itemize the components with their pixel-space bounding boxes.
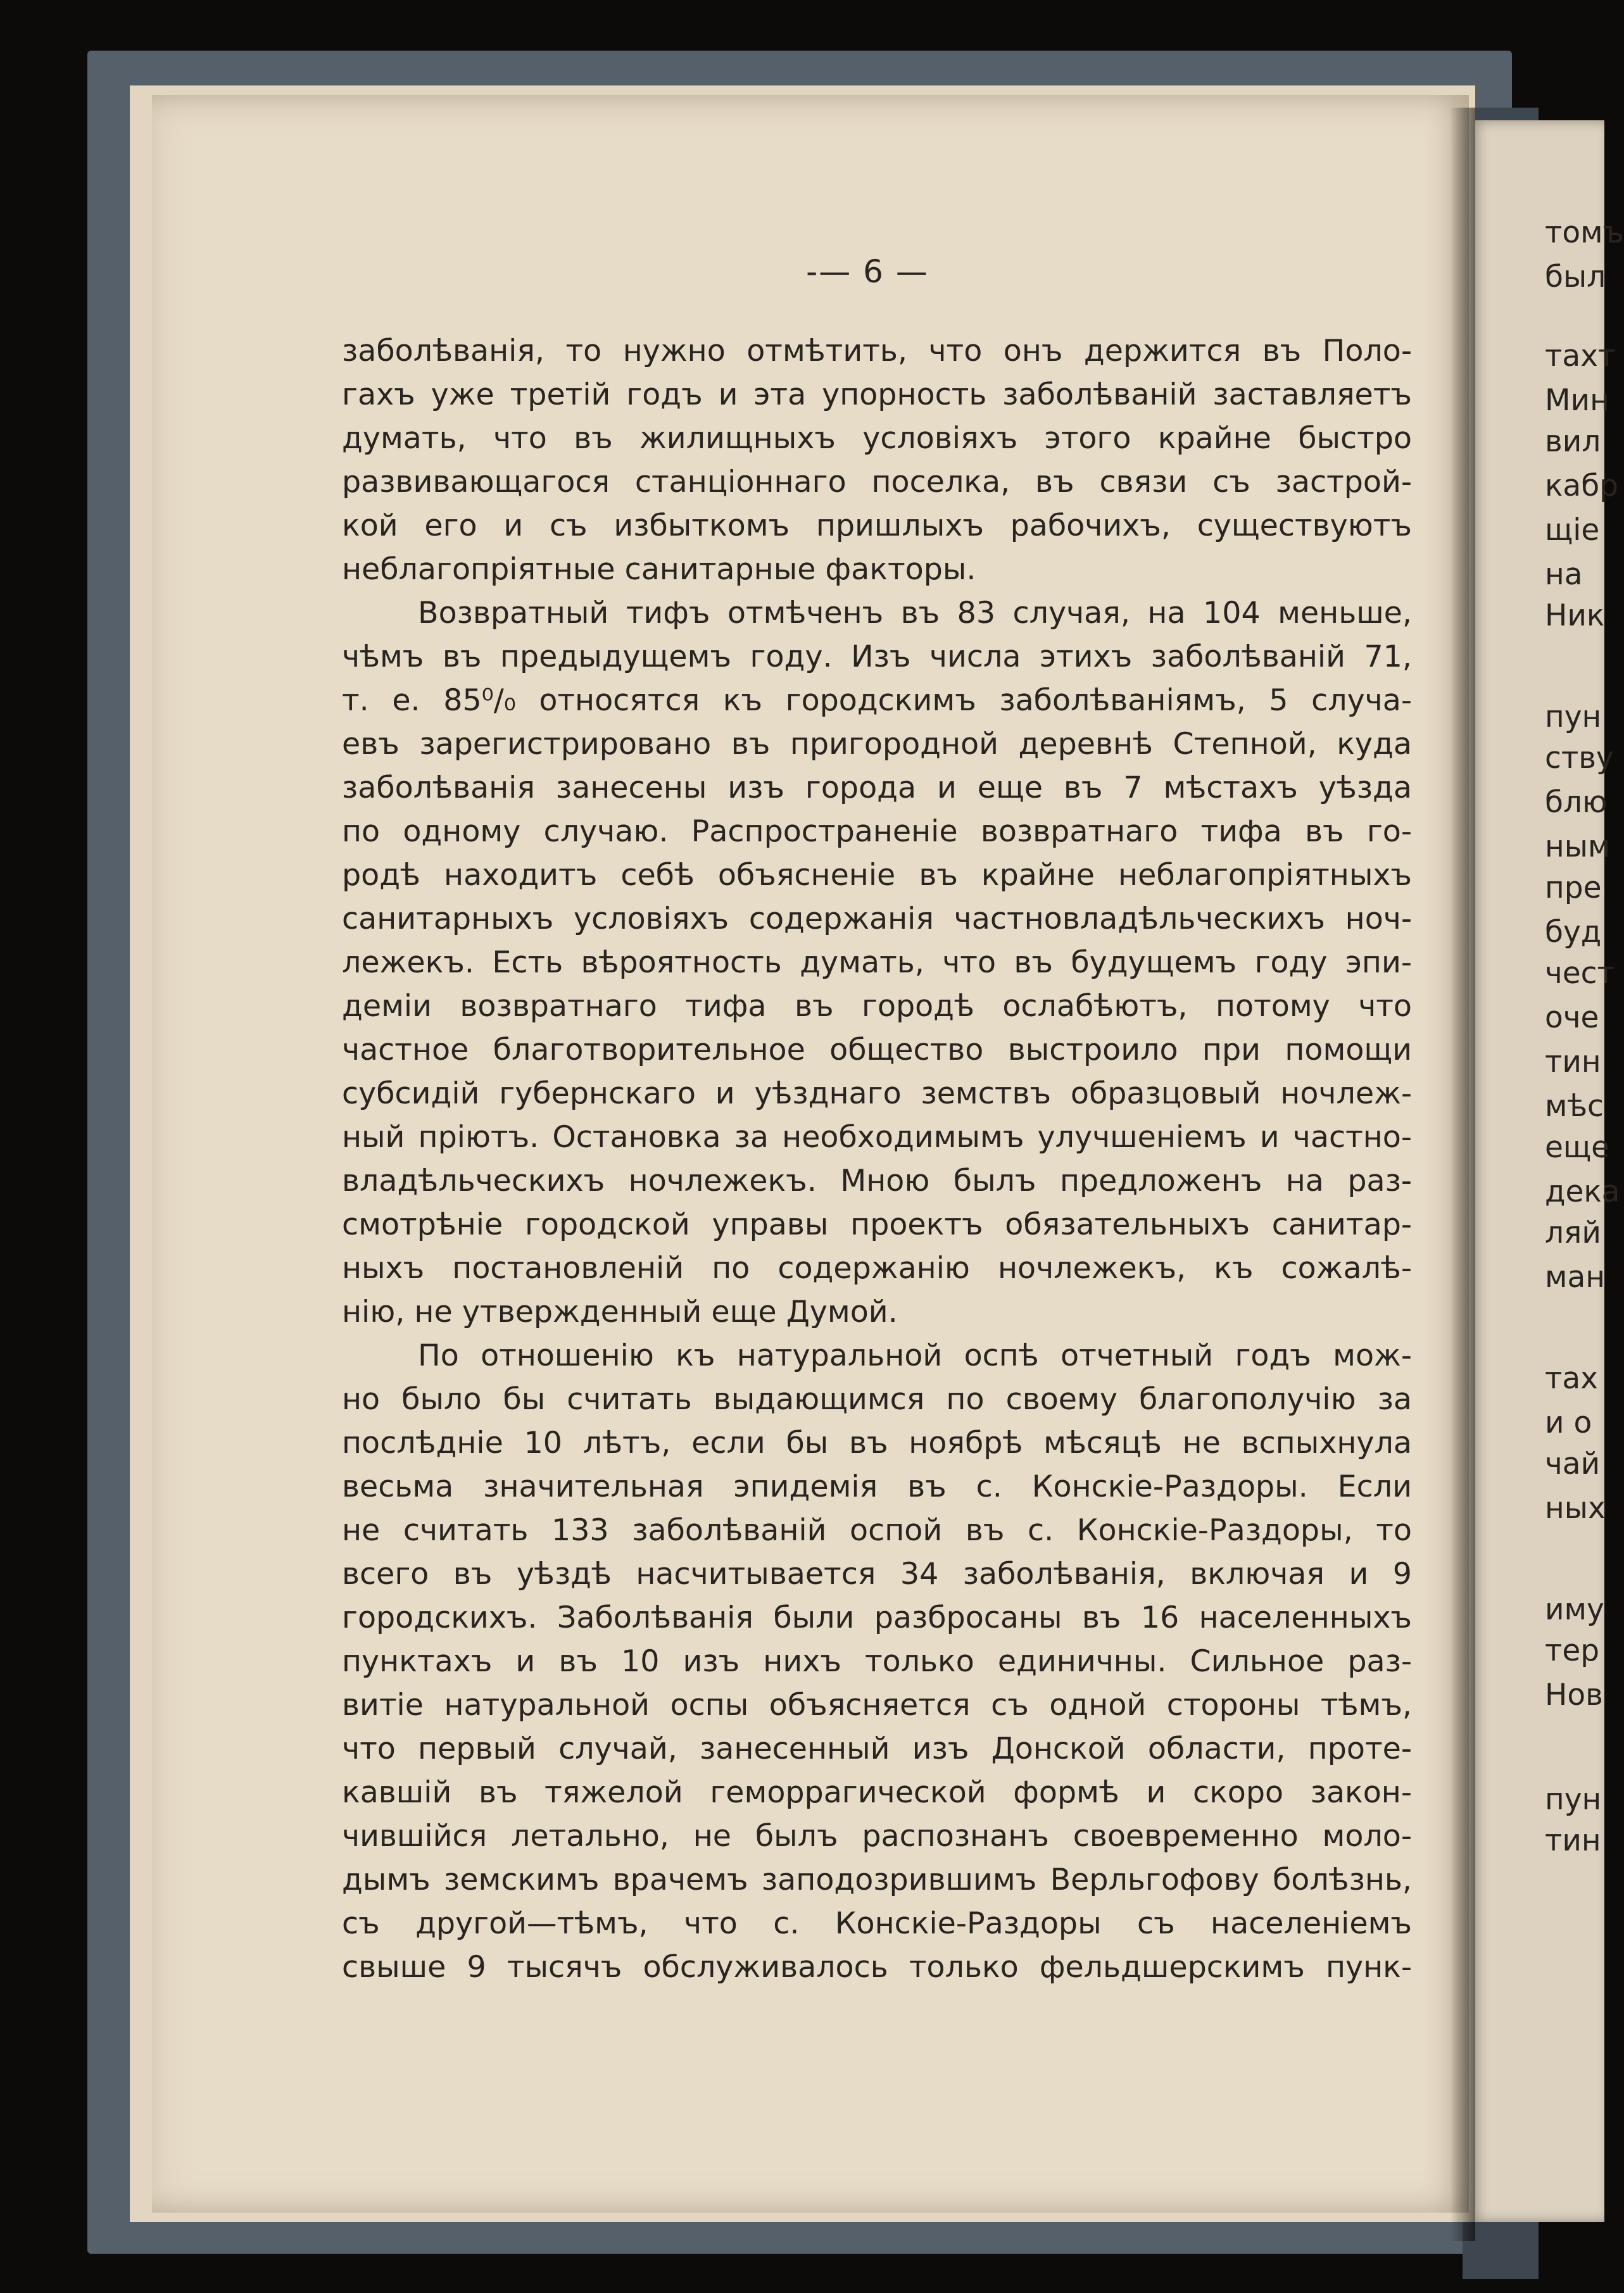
text-line: заболѣванія, то нужно отмѣтить, что онъ держится въ Поло- bbox=[342, 334, 1412, 368]
adjacent-page-fragment: пун bbox=[1545, 1782, 1602, 1817]
text-line: ный пріютъ. Остановка за необходимымъ улучшеніемъ и частно- bbox=[342, 1120, 1412, 1155]
text-line: но было бы считать выдающимся по своему благополучію за bbox=[342, 1382, 1412, 1417]
adjacent-page-fragment: тин bbox=[1545, 1045, 1601, 1079]
text-line: всего въ уѣздѣ насчитывается 34 заболѣванія, включая и 9 bbox=[342, 1557, 1412, 1592]
adjacent-page-fragment: дека bbox=[1545, 1174, 1620, 1209]
text-line: т. е. 85⁰/₀ относятся къ городскимъ заболѣваніямъ, 5 случа- bbox=[342, 683, 1412, 718]
adjacent-page-fragment: чест bbox=[1545, 956, 1615, 991]
adjacent-page-fragment: вил bbox=[1545, 424, 1601, 459]
text-line: санитарныхъ условіяхъ содержанія частновладѣльческихъ ноч- bbox=[342, 901, 1412, 936]
adjacent-page-fragment: пун bbox=[1545, 700, 1602, 734]
adjacent-page-fragment: ляй bbox=[1545, 1216, 1601, 1250]
text-line: дымъ земскимъ врачемъ заподозрившимъ Верльгофову болѣзнь, bbox=[342, 1863, 1412, 1897]
adjacent-page-fragment: щіе bbox=[1545, 513, 1600, 548]
text-line: чившійся летально, не былъ распознанъ своевременно моло- bbox=[342, 1819, 1412, 1854]
adjacent-page-fragment: пре bbox=[1545, 870, 1602, 905]
book-spine-shadow bbox=[1450, 108, 1475, 2241]
adjacent-page-fragment: тах bbox=[1545, 1361, 1598, 1396]
text-line: ныхъ постановленій по содержанію ночлежекъ, къ сожалѣ- bbox=[342, 1251, 1412, 1286]
text-line: кавшій въ тяжелой геморрагической формѣ и скоро закон- bbox=[342, 1775, 1412, 1810]
adjacent-page-fragment: ман bbox=[1545, 1260, 1605, 1295]
text-line: гахъ уже третій годъ и эта упорность заболѣваній заставляетъ bbox=[342, 377, 1412, 412]
adjacent-page-fragment: ных bbox=[1545, 1491, 1606, 1526]
text-line: не считать 133 заболѣваній оспой въ с. Конскіе-Раздоры, то bbox=[342, 1513, 1412, 1548]
text-line: послѣдніе 10 лѣтъ, если бы въ ноябрѣ мѣсяцѣ не вспыхнула bbox=[342, 1426, 1412, 1461]
text-line: свыше 9 тысячъ обслуживалось только фельдшерскимъ пунк- bbox=[342, 1950, 1412, 1985]
adjacent-page-fragment: чай bbox=[1545, 1447, 1601, 1481]
adjacent-page-fragment: мѣс bbox=[1545, 1089, 1604, 1124]
adjacent-page-fragment: иму bbox=[1545, 1592, 1604, 1627]
text-line: смотрѣніе городской управы проектъ обязательныхъ санитар- bbox=[342, 1207, 1412, 1242]
adjacent-page-fragment: ству bbox=[1545, 741, 1614, 776]
text-line: развивающагося станціоннаго поселка, въ связи съ застрой- bbox=[342, 465, 1412, 499]
text-line: кой его и съ избыткомъ пришлыхъ рабочихъ, существуютъ bbox=[342, 508, 1412, 543]
adjacent-page-fragment: буд bbox=[1545, 915, 1602, 950]
text-line: субсидій губернскаго и уѣзднаго земствъ образцовый ночлеж- bbox=[342, 1076, 1412, 1111]
text-line: Возвратный тифъ отмѣченъ въ 83 случая, на 104 меньше, bbox=[418, 596, 1412, 631]
adjacent-page-fragment: Мин bbox=[1545, 383, 1609, 418]
text-line: заболѣванія занесены изъ города и еще въ 7 мѣстахъ уѣзда bbox=[342, 770, 1412, 805]
text-line: по одному случаю. Распространеніе возвратнаго тифа въ го- bbox=[342, 814, 1412, 849]
adjacent-page-fragment: еще bbox=[1545, 1130, 1610, 1165]
text-line: евъ зарегистрировано въ пригородной деревнѣ Степной, куда bbox=[342, 727, 1412, 762]
adjacent-page-fragment: и о bbox=[1545, 1405, 1592, 1440]
text-line: По отношенію къ натуральной оспѣ отчетный годъ мож- bbox=[418, 1338, 1412, 1373]
text-line: городскихъ. Заболѣванія были разбросаны въ 16 населенныхъ bbox=[342, 1600, 1412, 1635]
adjacent-page-fragment: ным bbox=[1545, 829, 1611, 864]
text-line: деміи возвратнаго тифа въ городѣ ослабѣютъ, потому что bbox=[342, 989, 1412, 1024]
adjacent-page-fragment: томъ bbox=[1545, 215, 1624, 250]
body-text bbox=[342, 329, 1412, 1989]
adjacent-page-fragment: кабр bbox=[1545, 468, 1619, 503]
adjacent-page-fragment: тин bbox=[1545, 1823, 1601, 1858]
text-line: что первый случай, занесенный изъ Донской области, проте- bbox=[342, 1731, 1412, 1766]
text-line: родѣ находитъ себѣ объясненіе въ крайне неблагопріятныхъ bbox=[342, 858, 1412, 893]
text-line: лежекъ. Есть вѣроятность думать, что въ будущемъ году эпи- bbox=[342, 945, 1412, 980]
page-number: -— 6 — bbox=[806, 253, 929, 290]
text-line: пунктахъ и въ 10 изъ нихъ только единичны. Сильное раз- bbox=[342, 1644, 1412, 1679]
text-line: весьма значительная эпидемія въ с. Конскіе-Раздоры. Если bbox=[342, 1469, 1412, 1504]
adjacent-page-fragment: тахт bbox=[1545, 339, 1616, 374]
text-line: неблагопріятные санитарные факторы. bbox=[342, 552, 976, 587]
adjacent-page-fragment: Ник bbox=[1545, 598, 1605, 633]
text-line: думать, что въ жилищныхъ условіяхъ этого крайне быстро bbox=[342, 421, 1412, 456]
adjacent-page-fragment: Нов bbox=[1545, 1678, 1603, 1712]
adjacent-page-fragment: тер bbox=[1545, 1633, 1600, 1668]
text-line: витіе натуральной оспы объясняется съ одной стороны тѣмъ, bbox=[342, 1688, 1412, 1723]
text-line: чѣмъ въ предыдущемъ году. Изъ числа этихъ заболѣваній 71, bbox=[342, 639, 1412, 674]
text-line: частное благотворительное общество выстроило при помощи bbox=[342, 1033, 1412, 1067]
adjacent-page-fragment: был bbox=[1545, 260, 1606, 294]
text-line: владѣльческихъ ночлежекъ. Мною былъ предложенъ на раз- bbox=[342, 1164, 1412, 1198]
adjacent-page-fragment: оче bbox=[1545, 1000, 1599, 1035]
adjacent-page bbox=[1470, 120, 1624, 2222]
text-line: съ другой—тѣмъ, что с. Конскіе-Раздоры съ населеніемъ bbox=[342, 1906, 1412, 1941]
adjacent-page-fragment: блю bbox=[1545, 785, 1608, 820]
text-line: нію, не утвержденный еще Думой. bbox=[342, 1295, 898, 1329]
adjacent-page-fragment: на bbox=[1545, 557, 1583, 592]
